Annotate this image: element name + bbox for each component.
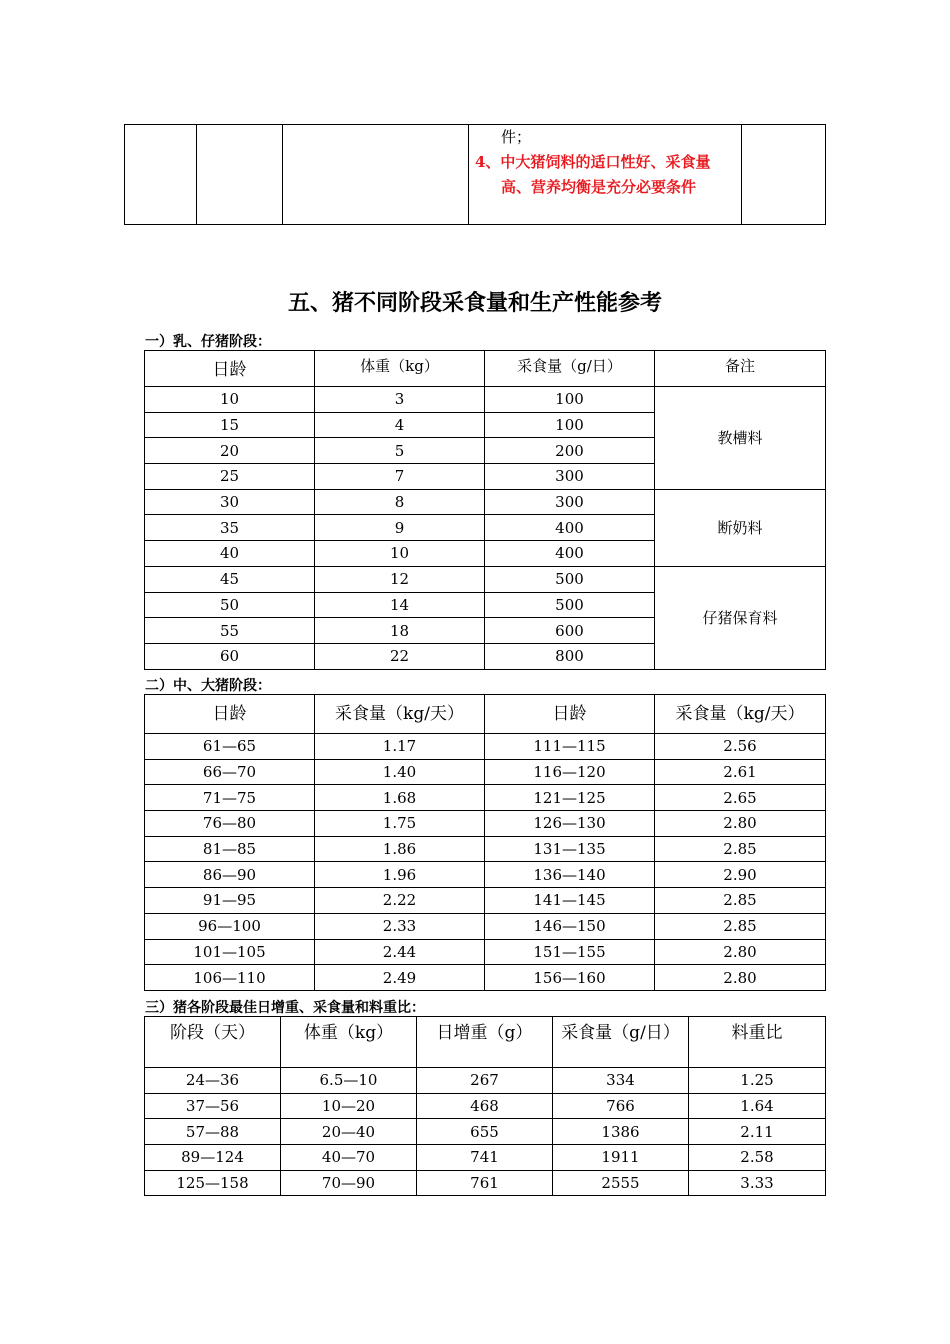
- cell: 400: [485, 515, 655, 541]
- empty-cell: [197, 125, 283, 225]
- cell: 15: [145, 412, 315, 438]
- cell: 300: [485, 464, 655, 490]
- section-heading: 一）乳、仔猪阶段：: [145, 334, 271, 350]
- cell: 14: [315, 592, 485, 618]
- col-header: 采食量（kg/天）: [315, 695, 485, 734]
- cell: 1386: [553, 1119, 689, 1145]
- table-row: [145, 888, 826, 914]
- table-row: [145, 489, 826, 515]
- col-header: 料重比: [689, 1017, 826, 1068]
- cell: 116—120: [485, 759, 655, 785]
- cell: 45: [145, 566, 315, 592]
- cell: 20: [145, 438, 315, 464]
- cell: 761: [417, 1170, 553, 1196]
- cell: 4: [315, 412, 485, 438]
- cell: 2.90: [655, 862, 826, 888]
- cell: 800: [485, 643, 655, 669]
- cell: 655: [417, 1119, 553, 1145]
- table-row: [145, 836, 826, 862]
- table-row: [145, 1068, 826, 1094]
- cell: 300: [485, 489, 655, 515]
- cell: 100: [485, 412, 655, 438]
- cell: 71—75: [145, 785, 315, 811]
- empty-cell: [283, 125, 469, 225]
- cell: 86—90: [145, 862, 315, 888]
- cell: 12: [315, 566, 485, 592]
- cell: 70—90: [281, 1170, 417, 1196]
- cell: 106—110: [145, 965, 315, 991]
- col-header: 日龄: [145, 695, 315, 734]
- col-header: 采食量（g/日）: [553, 1017, 689, 1068]
- cell: 2.56: [655, 734, 826, 760]
- cell: 35: [145, 515, 315, 541]
- table-row: [145, 566, 826, 592]
- cell: 1.64: [689, 1093, 826, 1119]
- cell: 125—158: [145, 1170, 281, 1196]
- table-row: [145, 734, 826, 760]
- cell: 1.75: [315, 811, 485, 837]
- section-heading: 三）猪各阶段最佳日增重、采食量和料重比：: [145, 1000, 425, 1016]
- empty-cell: [125, 125, 197, 225]
- cell: 2.33: [315, 913, 485, 939]
- cell: 22: [315, 643, 485, 669]
- table-row: [145, 785, 826, 811]
- note-red-text: 4、中大猪饲料的适口性好、采食量高、营养均衡是充分必要条件: [475, 153, 711, 196]
- cell: 2.85: [655, 836, 826, 862]
- cell: 2.85: [655, 888, 826, 914]
- cell: 50: [145, 592, 315, 618]
- cell: 91—95: [145, 888, 315, 914]
- cell: 66—70: [145, 759, 315, 785]
- cell: 141—145: [485, 888, 655, 914]
- col-header: 日龄: [145, 351, 315, 387]
- cell: 8: [315, 489, 485, 515]
- cell: 2.49: [315, 965, 485, 991]
- cell: 10: [145, 387, 315, 413]
- table-row: [145, 939, 826, 965]
- cell: 2.44: [315, 939, 485, 965]
- empty-cell: [742, 125, 826, 225]
- cell: 2.58: [689, 1145, 826, 1171]
- cell: 2.80: [655, 939, 826, 965]
- cell: 741: [417, 1145, 553, 1171]
- cell: 89—124: [145, 1145, 281, 1171]
- cell: 2.65: [655, 785, 826, 811]
- cell: 111—115: [485, 734, 655, 760]
- table-row: [145, 759, 826, 785]
- table-performance: [144, 1016, 826, 1196]
- cell: 10—20: [281, 1093, 417, 1119]
- cell: 500: [485, 566, 655, 592]
- cell: 146—150: [485, 913, 655, 939]
- col-header: 备注: [655, 351, 826, 387]
- cell: 7: [315, 464, 485, 490]
- page-title: 五、猪不同阶段采食量和生产性能参考: [287, 291, 662, 316]
- cell: 55: [145, 618, 315, 644]
- col-header: 采食量（kg/天）: [655, 695, 826, 734]
- table-row: [145, 913, 826, 939]
- cell: 81—85: [145, 836, 315, 862]
- cell: 2.22: [315, 888, 485, 914]
- cell: 25: [145, 464, 315, 490]
- cell: 1.25: [689, 1068, 826, 1094]
- section-heading: 二）中、大猪阶段：: [145, 678, 271, 694]
- cell: 2555: [553, 1170, 689, 1196]
- col-header: 阶段（天）: [145, 1017, 281, 1068]
- cell: 101—105: [145, 939, 315, 965]
- continued-table: [124, 124, 826, 225]
- cell: 400: [485, 541, 655, 567]
- cell: 30: [145, 489, 315, 515]
- cell: 766: [553, 1093, 689, 1119]
- cell: 1911: [553, 1145, 689, 1171]
- table-row: [145, 1119, 826, 1145]
- cell: 100: [485, 387, 655, 413]
- table-row: [145, 1145, 826, 1171]
- table-row: [145, 862, 826, 888]
- cell: 96—100: [145, 913, 315, 939]
- cell: 18: [315, 618, 485, 644]
- cell: 2.80: [655, 811, 826, 837]
- cell: 40—70: [281, 1145, 417, 1171]
- cell: 2.61: [655, 759, 826, 785]
- cell: 156—160: [485, 965, 655, 991]
- table-row: [145, 811, 826, 837]
- note-line: 件；: [501, 128, 532, 146]
- table-row: [145, 965, 826, 991]
- cell: 40: [145, 541, 315, 567]
- cell: 334: [553, 1068, 689, 1094]
- cell: 24—36: [145, 1068, 281, 1094]
- cell: 9: [315, 515, 485, 541]
- cell: 57—88: [145, 1119, 281, 1145]
- table-row: [145, 1093, 826, 1119]
- cell: 10: [315, 541, 485, 567]
- table-row: [145, 1170, 826, 1196]
- cell: 1.40: [315, 759, 485, 785]
- cell: 5: [315, 438, 485, 464]
- note-cell: 断奶料: [655, 489, 826, 566]
- note-cell: 仔猪保育料: [655, 566, 826, 669]
- cell: 20—40: [281, 1119, 417, 1145]
- col-header: 体重（kg）: [315, 351, 485, 387]
- cell: 121—125: [485, 785, 655, 811]
- cell: 267: [417, 1068, 553, 1094]
- table-piglet: [144, 350, 826, 670]
- cell: 37—56: [145, 1093, 281, 1119]
- cell: 200: [485, 438, 655, 464]
- cell: 3.33: [689, 1170, 826, 1196]
- cell: 151—155: [485, 939, 655, 965]
- col-header: 体重（kg）: [281, 1017, 417, 1068]
- cell: 1.96: [315, 862, 485, 888]
- cell: 76—80: [145, 811, 315, 837]
- cell: 600: [485, 618, 655, 644]
- table-row: [145, 387, 826, 413]
- note-cell: 教槽料: [655, 387, 826, 490]
- cell: 60: [145, 643, 315, 669]
- cell: 500: [485, 592, 655, 618]
- col-header: 采食量（g/日）: [485, 351, 655, 387]
- cell: 2.80: [655, 965, 826, 991]
- cell: 61—65: [145, 734, 315, 760]
- cell: 1.86: [315, 836, 485, 862]
- table-growing: [144, 694, 826, 991]
- col-header: 日增重（g）: [417, 1017, 553, 1068]
- cell: 6.5—10: [281, 1068, 417, 1094]
- cell: 1.17: [315, 734, 485, 760]
- cell: 126—130: [485, 811, 655, 837]
- cell: 131—135: [485, 836, 655, 862]
- cell: 1.68: [315, 785, 485, 811]
- cell: 3: [315, 387, 485, 413]
- cell: 2.85: [655, 913, 826, 939]
- note-cell: [469, 125, 742, 225]
- col-header: 日龄: [485, 695, 655, 734]
- cell: 136—140: [485, 862, 655, 888]
- cell: 468: [417, 1093, 553, 1119]
- cell: 2.11: [689, 1119, 826, 1145]
